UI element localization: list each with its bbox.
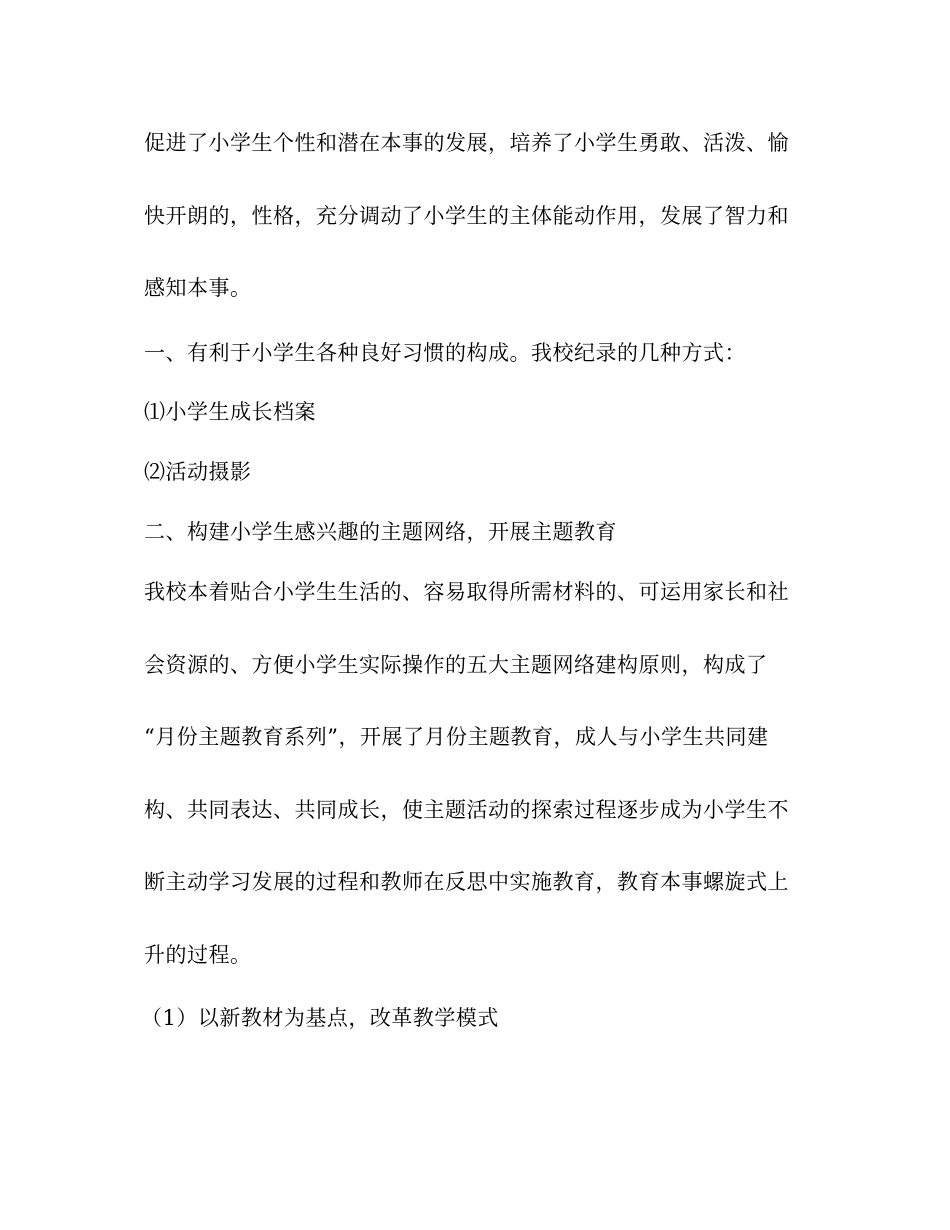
paragraph-line: 升的过程。 bbox=[144, 943, 252, 967]
paragraph-line: 快开朗的，性格，充分调动了小学生的主体能动作用，发展了智力和 bbox=[144, 204, 789, 228]
paragraph-line: 断主动学习发展的过程和教师在反思中实施教育，教育本事螺旋式上 bbox=[144, 870, 789, 894]
paragraph-line: 会资源的、方便小学生实际操作的五大主题网络建构原则，构成了 bbox=[144, 653, 768, 677]
paragraph-line: 感知本事。 bbox=[144, 276, 252, 300]
subsection-heading: （1）以新教材为基点，改革教学模式 bbox=[141, 1006, 499, 1030]
paragraph-line: 构、共同表达、共同成长，使主题活动的探索过程逐步成为小学生不 bbox=[144, 798, 789, 822]
section-heading-1: 一、有利于小学生各种良好习惯的构成。我校纪录的几种方式： bbox=[144, 341, 746, 365]
list-item-2: ⑵活动摄影 bbox=[144, 460, 252, 484]
list-item-1: ⑴小学生成长档案 bbox=[144, 400, 316, 424]
paragraph-line: 促进了小学生个性和潜在本事的发展，培养了小学生勇敢、活泼、愉 bbox=[144, 131, 789, 155]
paragraph-line: 我校本着贴合小学生生活的、容易取得所需材料的、可运用家长和社 bbox=[144, 580, 789, 604]
section-heading-2: 二、构建小学生感兴趣的主题网络，开展主题教育 bbox=[144, 520, 617, 544]
paragraph-line: “月份主题教育系列”，开展了月份主题教育，成人与小学生共同建 bbox=[144, 725, 769, 749]
